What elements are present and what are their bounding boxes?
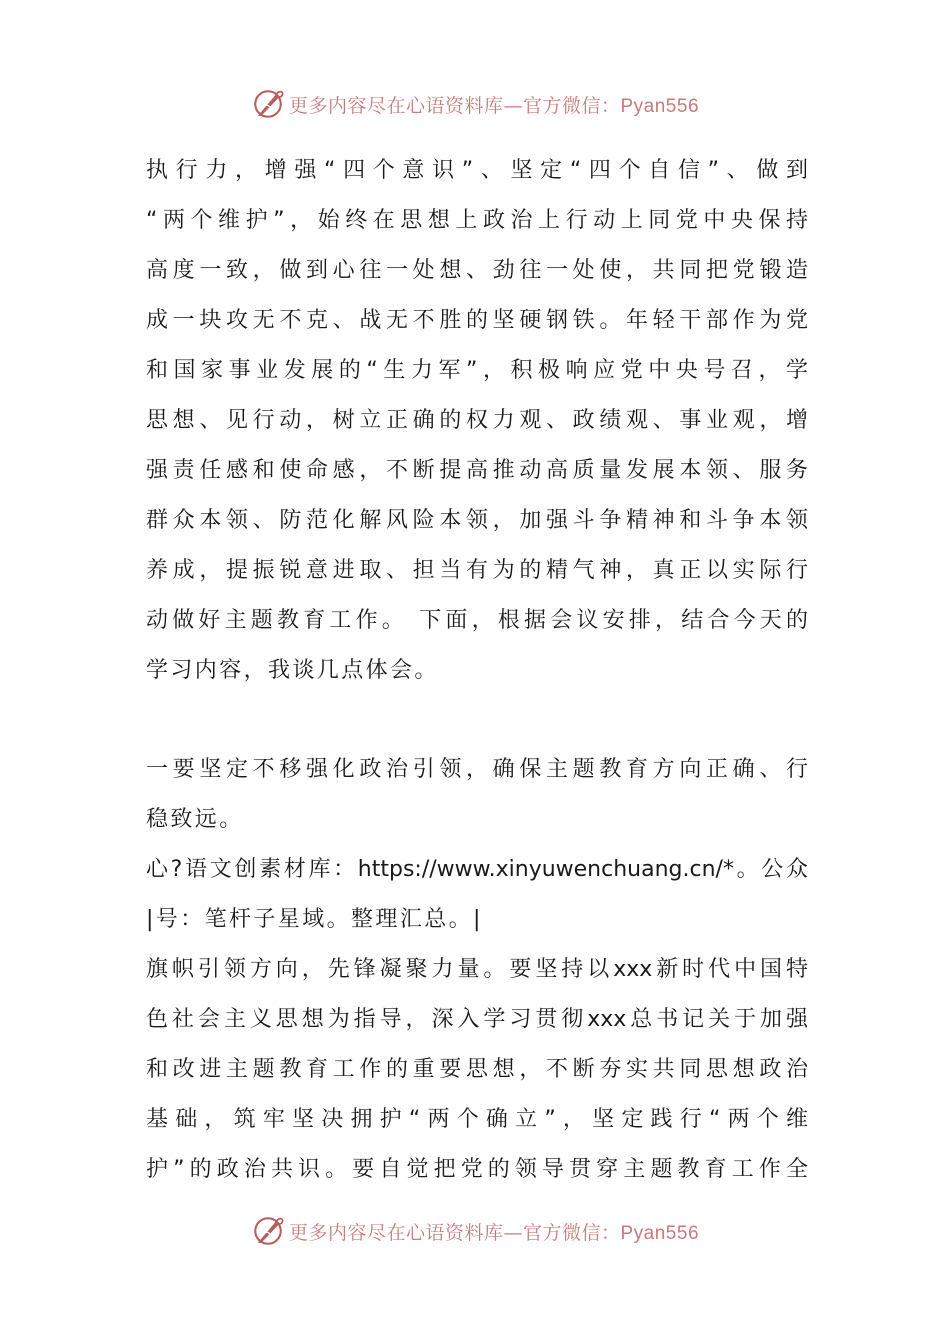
paragraph-line: 执行力，增强“四个意识”、坚定“四个自信”、做到 (146, 158, 808, 183)
quill-logo-icon (251, 87, 285, 121)
paragraph-gap (146, 696, 808, 745)
source-note-line: 心?语文创素材库：https://www.xinyuwenchuang.cn/*。公众 (146, 857, 808, 882)
paragraph-line: 成一块攻无不克、战无不胜的坚硬钢铁。年轻干部作为党 (146, 308, 808, 333)
quill-logo-icon (251, 1214, 285, 1248)
paragraph-line: 思想、见行动，树立正确的权力观、政绩观、事业观，增 (146, 408, 808, 433)
paragraph-line: 基础，筑牢坚决拥护“两个确立”，坚定践行“两个维 (146, 1107, 808, 1132)
paragraph-line: 旗帜引领方向，先锋凝聚力量。要坚持以xxx新时代中国特 (146, 957, 808, 982)
paragraph-line: 群众本领、防范化解风险本领，加强斗争精神和斗争本领 (146, 508, 808, 533)
header-wechat-id: Pyan556 (620, 95, 700, 117)
paragraph-line: 护”的政治共识。要自觉把党的领导贯穿主题教育工作全 (146, 1157, 808, 1182)
source-note-line: |号：笔杆子星域。整理汇总。| (146, 907, 483, 932)
footer-banner (0, 1211, 950, 1251)
footer-banner-text: 更多内容尽在心语资料库—官方微信：Pyan556 (288, 1221, 700, 1244)
paragraph-line: 高度一致，做到心往一处想、劲往一处使，共同把党锻造 (146, 258, 808, 283)
paragraph-line: 养成，提振锐意进取、担当有为的精气神，真正以实际行 (146, 558, 808, 583)
paragraph-line: “两个维护”，始终在思想上政治上行动上同党中央保持 (146, 208, 808, 233)
paragraph-line: 强责任感和使命感，不断提高推动高质量发展本领、服务 (146, 458, 808, 483)
paragraph-line: 学习内容，我谈几点体会。 (146, 658, 439, 683)
header-banner (0, 84, 950, 124)
paragraph-line: 和国家事业发展的“生力军”，积极响应党中央号召，学 (146, 358, 808, 383)
paragraph-line: 动做好主题教育工作。 下面，根据会议安排，结合今天的 (146, 608, 808, 633)
section-heading-line: 稳致远。 (146, 807, 244, 832)
footer-wechat-id: Pyan556 (620, 1222, 700, 1244)
section-heading-line: 一要坚定不移强化政治引领，确保主题教育方向正确、行 (146, 757, 808, 782)
paragraph-line: 色社会主义思想为指导，深入学习贯彻xxx总书记关于加强 (146, 1007, 808, 1032)
document-body (146, 146, 808, 1195)
header-banner-text: 更多内容尽在心语资料库—官方微信：Pyan556 (288, 94, 700, 117)
paragraph-line: 和改进主题教育工作的重要思想，不断夯实共同思想政治 (146, 1057, 808, 1082)
